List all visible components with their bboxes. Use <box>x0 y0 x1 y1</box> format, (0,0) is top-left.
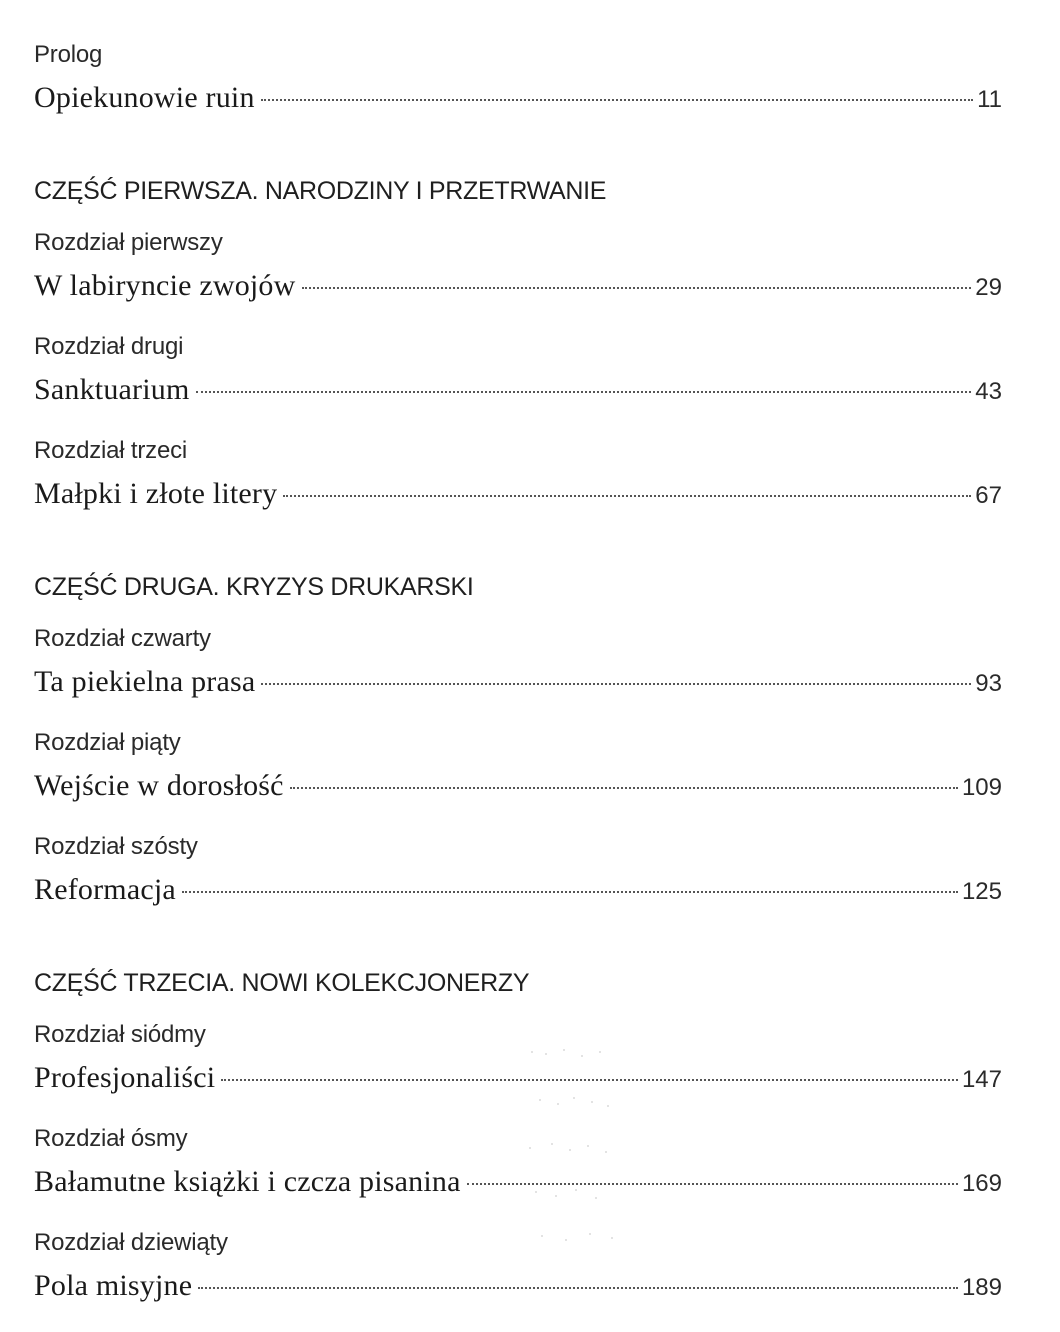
dot-leader <box>196 391 972 393</box>
toc-entry[interactable] <box>34 1162 1002 1202</box>
dot-leader <box>302 287 972 289</box>
dot-leader <box>283 495 971 497</box>
dot-leader <box>182 891 958 893</box>
part-heading: CZĘŚĆ PIERWSZA. NARODZINY I PRZETRWANIE <box>34 177 607 205</box>
dot-leader <box>290 787 958 789</box>
entry-title: Profesjonaliści <box>34 1061 216 1094</box>
chapter-label: Rozdział czwarty <box>34 625 211 652</box>
toc-entry[interactable] <box>34 370 1002 410</box>
toc-entry[interactable] <box>34 266 1002 306</box>
entry-title: Wejście w dorosłość <box>34 769 284 802</box>
dot-leader <box>261 683 971 685</box>
chapter-entry <box>34 728 1002 806</box>
dot-leader <box>261 99 973 101</box>
entry-title: W labiryncie zwojów <box>34 269 296 302</box>
page-number: 169 <box>961 1170 1002 1197</box>
chapter-entry <box>34 228 1002 306</box>
toc-entry[interactable] <box>34 1266 1002 1306</box>
chapter-entry <box>34 1228 1002 1306</box>
toc-entry[interactable] <box>34 1058 1002 1098</box>
prolog-entry <box>34 40 1002 118</box>
chapter-label: Rozdział piąty <box>34 729 181 756</box>
chapter-label: Rozdział szósty <box>34 833 198 860</box>
dot-leader <box>221 1079 958 1081</box>
part-heading: CZĘŚĆ DRUGA. KRYZYS DRUKARSKI <box>34 573 474 601</box>
part-section <box>34 570 1002 910</box>
dot-leader <box>467 1183 958 1185</box>
entry-title: Małpki i złote litery <box>34 477 278 510</box>
toc-entry[interactable] <box>34 78 1002 118</box>
part-section <box>34 966 1002 1306</box>
page-number: 67 <box>975 482 1002 509</box>
entry-title: Sanktuarium <box>34 373 190 406</box>
page-number: 147 <box>961 1066 1002 1093</box>
chapter-label: Rozdział pierwszy <box>34 229 223 256</box>
chapter-label: Rozdział siódmy <box>34 1021 206 1048</box>
chapter-entry <box>34 832 1002 910</box>
prolog-label: Prolog <box>34 41 103 68</box>
entry-title: Ta piekielna prasa <box>34 665 256 698</box>
toc-entry[interactable] <box>34 662 1002 702</box>
part-section <box>34 174 1002 514</box>
chapter-entry <box>34 436 1002 514</box>
page-number: 29 <box>975 274 1002 301</box>
chapter-entry <box>34 1124 1002 1202</box>
page-number: 11 <box>977 86 1002 113</box>
page-number: 43 <box>975 378 1002 405</box>
page-number: 125 <box>961 878 1002 905</box>
part-heading: CZĘŚĆ TRZECIA. NOWI KOLEKCJONERZY <box>34 969 530 997</box>
chapter-entry <box>34 332 1002 410</box>
entry-title: Reformacja <box>34 873 176 906</box>
chapter-label: Rozdział ósmy <box>34 1125 188 1152</box>
entry-title: Bałamutne książki i czcza pisanina <box>34 1165 461 1198</box>
chapter-entry <box>34 1020 1002 1098</box>
entry-title: Pola misyjne <box>34 1269 193 1302</box>
page-number: 109 <box>961 774 1002 801</box>
chapter-entry <box>34 624 1002 702</box>
toc-entry[interactable] <box>34 474 1002 514</box>
dot-leader <box>198 1287 958 1289</box>
page-number: 93 <box>975 670 1002 697</box>
chapter-label: Rozdział trzeci <box>34 437 188 464</box>
chapter-label: Rozdział dziewiąty <box>34 1229 228 1256</box>
chapter-label: Rozdział drugi <box>34 333 184 360</box>
toc-entry[interactable] <box>34 766 1002 806</box>
table-of-contents <box>34 40 1002 1306</box>
page-number: 189 <box>961 1274 1002 1301</box>
entry-title: Opiekunowie ruin <box>34 81 255 114</box>
toc-entry[interactable] <box>34 870 1002 910</box>
